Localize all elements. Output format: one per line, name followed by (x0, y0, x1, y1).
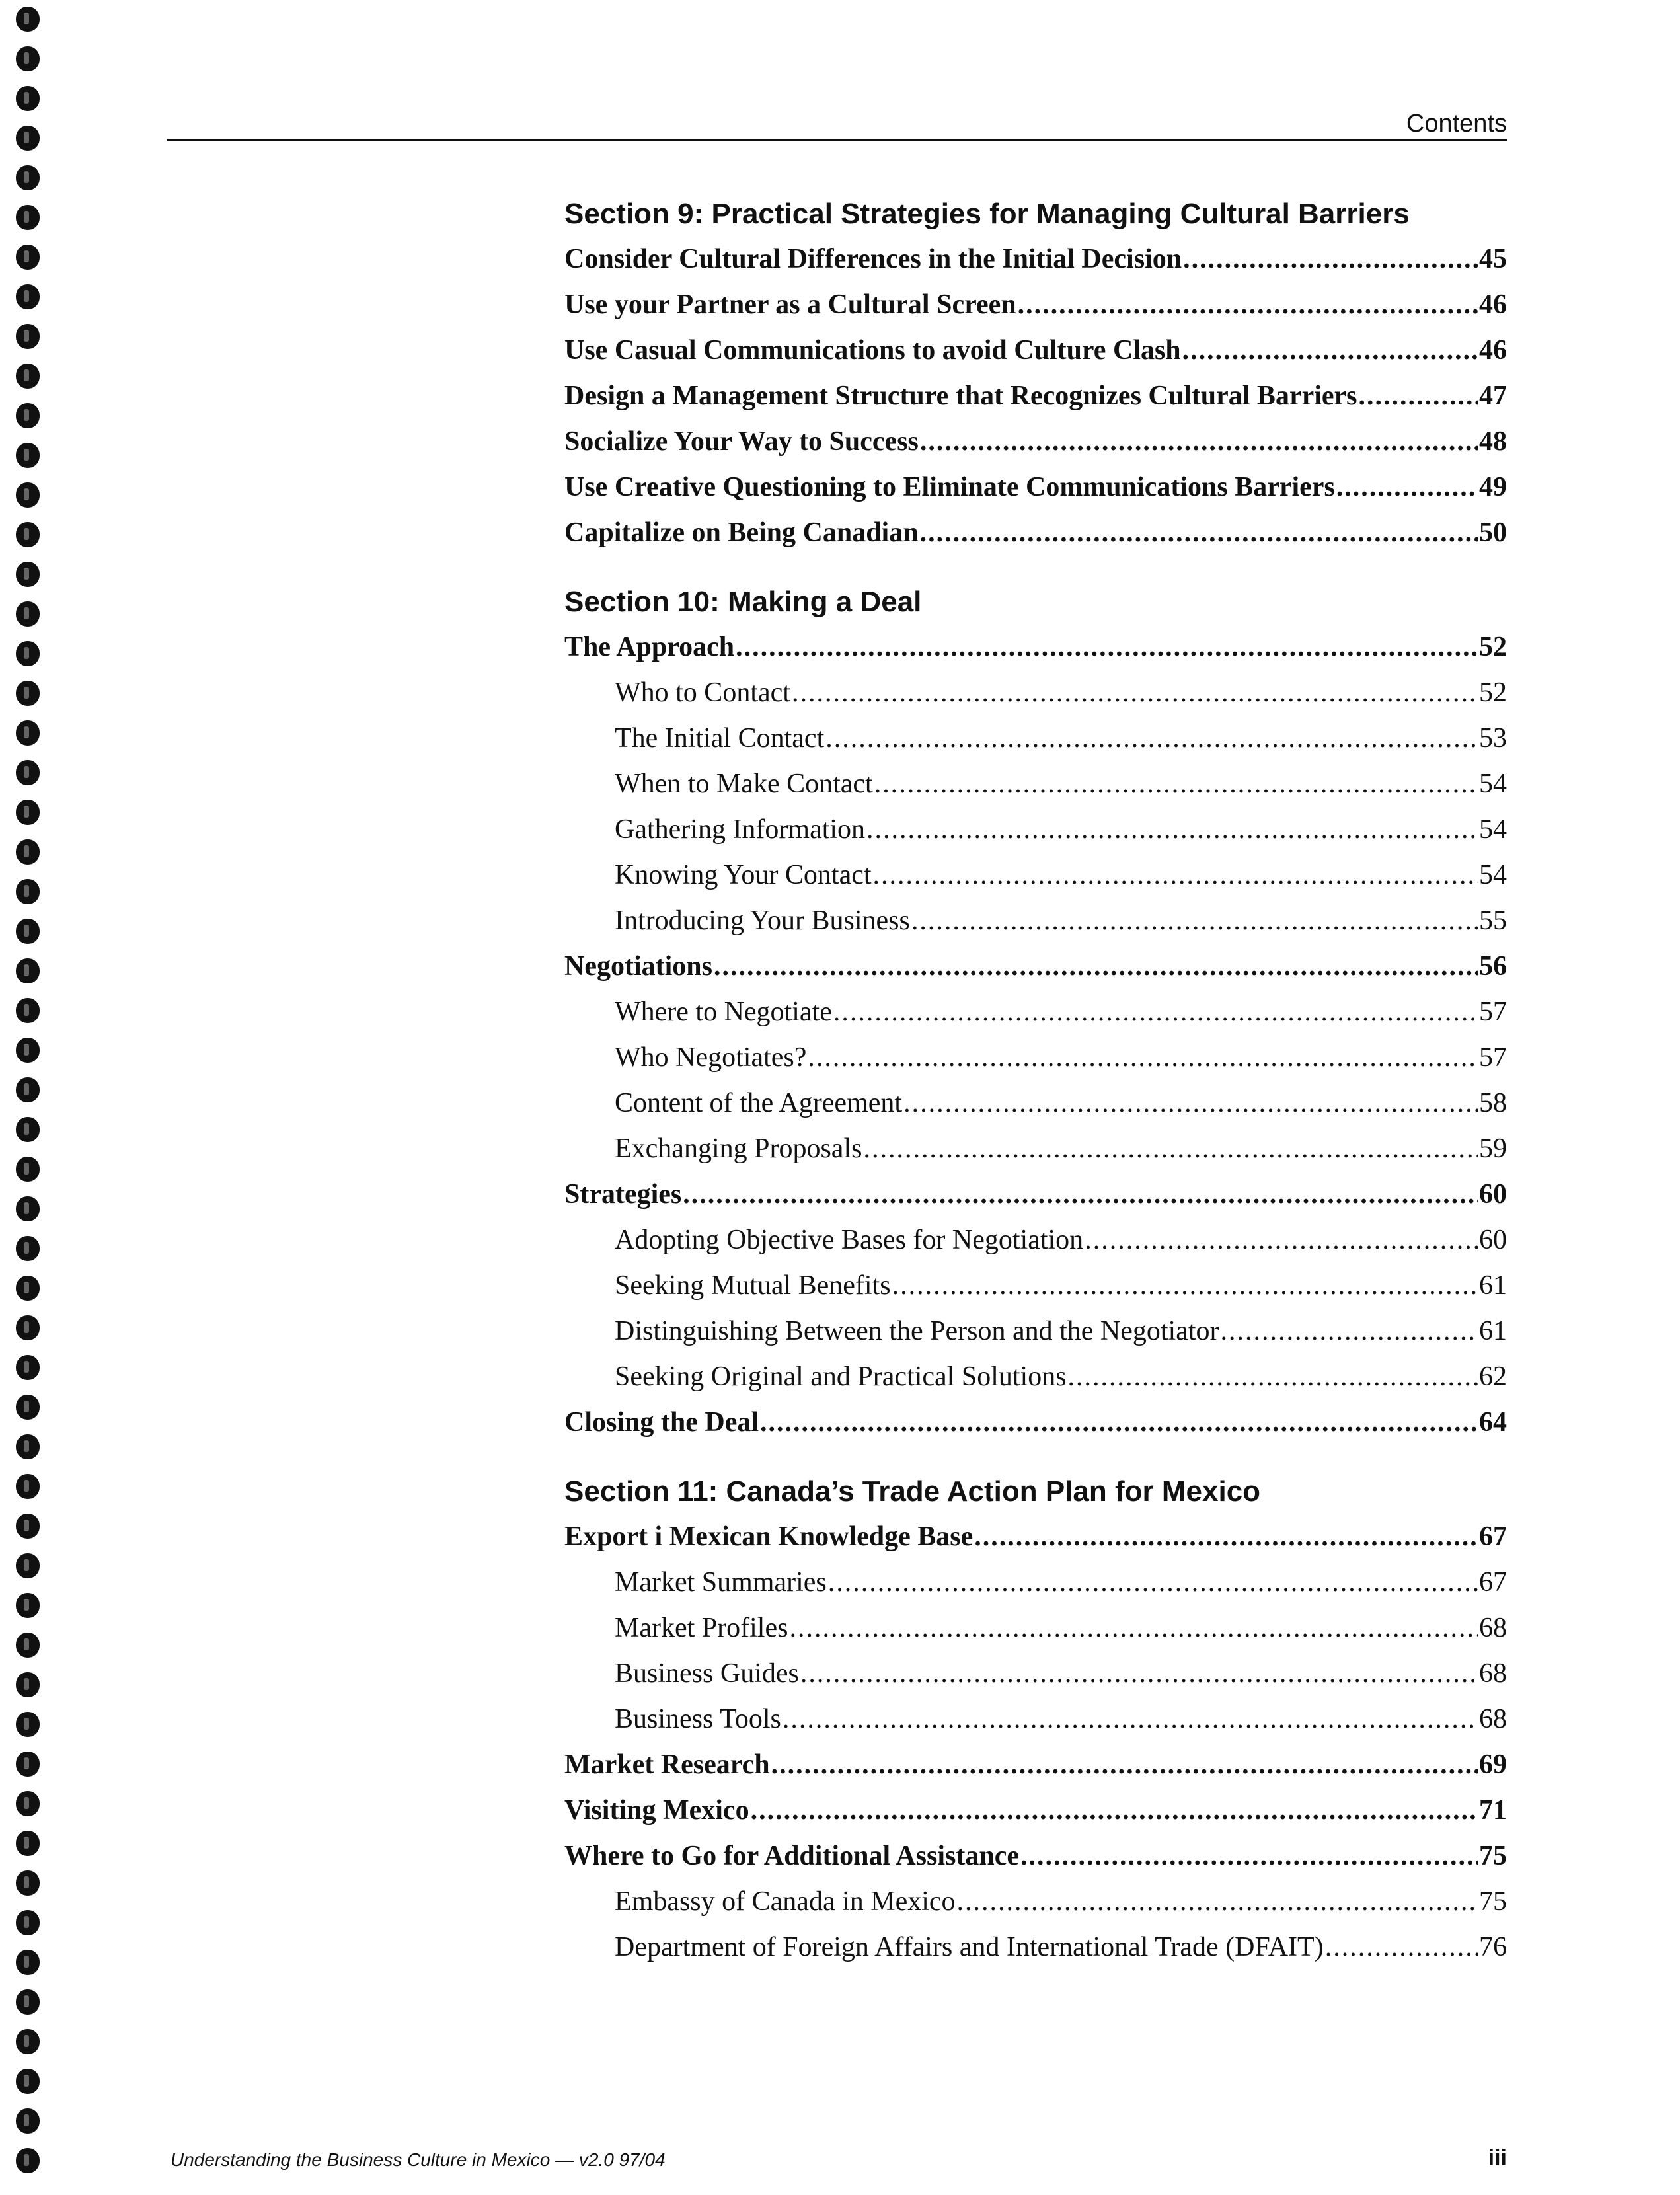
toc-entry-label: Market Summaries (615, 1567, 827, 1598)
toc-subentry[interactable] (564, 1879, 1507, 1925)
dot-leader (789, 1605, 1478, 1651)
toc-subentry[interactable] (564, 1081, 1507, 1126)
binding-hole (16, 284, 40, 309)
binding-hole (16, 879, 40, 904)
binding-hole (16, 1236, 40, 1261)
binding-hole (16, 2029, 40, 2054)
toc-subentry[interactable] (564, 1126, 1507, 1172)
footer-page-number: iii (1488, 2145, 1507, 2171)
toc-entry-label: Where to Negotiate (615, 997, 832, 1027)
section-heading: Section 10: Making a Deal (564, 586, 922, 618)
toc-entry[interactable] (564, 1742, 1507, 1788)
dot-leader (873, 853, 1478, 898)
toc-entry-page: 62 (1479, 1362, 1507, 1392)
binding-hole (16, 1157, 40, 1182)
dot-leader (957, 1879, 1478, 1925)
toc-entry-page: 68 (1479, 1658, 1507, 1689)
toc-subentry[interactable] (564, 1925, 1507, 1970)
toc-entry[interactable] (564, 465, 1507, 510)
dot-leader (771, 1742, 1478, 1788)
binding-hole (16, 1910, 40, 1935)
binding-hole (16, 205, 40, 230)
toc-entry-page: 61 (1479, 1316, 1507, 1346)
toc-entry-page: 57 (1479, 997, 1507, 1027)
toc-entry-page: 71 (1479, 1795, 1507, 1826)
toc-subentry[interactable] (564, 1035, 1507, 1081)
toc-entry-page: 55 (1479, 905, 1507, 936)
toc-subentry[interactable] (564, 1560, 1507, 1605)
dot-leader (1085, 1217, 1478, 1263)
binding-hole (16, 1315, 40, 1340)
toc-entry[interactable] (564, 510, 1507, 556)
toc-entry[interactable] (564, 1514, 1507, 1560)
dot-leader (760, 1400, 1478, 1445)
toc-entry-page: 60 (1479, 1179, 1507, 1210)
toc-entry-label: Business Tools (615, 1704, 781, 1734)
binding-hole (16, 46, 40, 71)
binding-hole (16, 245, 40, 270)
toc-entry-label: Use Casual Communications to avoid Culture Clash (564, 335, 1181, 366)
running-head: Contents (1406, 110, 1507, 137)
toc-entry-page: 45 (1479, 244, 1507, 274)
table-of-contents (564, 192, 1507, 1970)
footer-title: Understanding the Business Culture in Mexico — v2.0 97/04 (171, 2149, 666, 2170)
dot-leader (1018, 282, 1478, 328)
binding-hole (16, 126, 40, 151)
toc-entry-label: Visiting Mexico (564, 1795, 749, 1826)
binding-hole (16, 1434, 40, 1459)
dot-leader (863, 1126, 1478, 1172)
dot-leader (736, 625, 1478, 670)
dot-leader (1221, 1309, 1478, 1354)
binding-hole (16, 1514, 40, 1539)
toc-subentry[interactable] (564, 716, 1507, 761)
dot-leader (808, 1035, 1478, 1081)
toc-entry-label: Closing the Deal (564, 1407, 759, 1438)
binding-hole (16, 1752, 40, 1777)
toc-entry[interactable] (564, 1788, 1507, 1833)
toc-subentry[interactable] (564, 1605, 1507, 1651)
dot-leader (751, 1788, 1478, 1833)
toc-entry-page: 76 (1479, 1932, 1507, 1962)
toc-entry-label: Design a Management Structure that Recognizes Cultural Barriers (564, 381, 1357, 411)
toc-subentry[interactable] (564, 1309, 1507, 1354)
dot-leader (1183, 237, 1478, 282)
toc-entry-page: 61 (1479, 1270, 1507, 1301)
toc-entry-label: Export i Mexican Knowledge Base (564, 1521, 974, 1552)
section-heading: Section 9: Practical Strategies for Managing Cultural Barriers (564, 198, 1410, 230)
dot-leader (828, 1560, 1478, 1605)
toc-subentry[interactable] (564, 670, 1507, 716)
binding-hole (16, 7, 40, 32)
toc-entry[interactable] (564, 1833, 1507, 1879)
toc-entry-label: Business Guides (615, 1658, 799, 1689)
toc-entry[interactable] (564, 419, 1507, 465)
dot-leader (974, 1514, 1478, 1560)
binding-hole (16, 1950, 40, 1975)
toc-entry-page: 67 (1479, 1521, 1507, 1552)
toc-entry-page: 46 (1479, 289, 1507, 320)
dot-leader (874, 761, 1478, 807)
toc-entry-label: Market Profiles (615, 1613, 788, 1643)
toc-entry-label: Knowing Your Contact (615, 860, 872, 890)
binding-hole (16, 403, 40, 428)
toc-subentry[interactable] (564, 761, 1507, 807)
toc-subentry[interactable] (564, 898, 1507, 944)
dot-leader (1359, 373, 1478, 419)
toc-entry-page: 67 (1479, 1567, 1507, 1598)
dot-leader (911, 898, 1478, 944)
toc-entry-page: 47 (1479, 381, 1507, 411)
toc-entry[interactable] (564, 373, 1507, 419)
toc-entry-page: 75 (1479, 1841, 1507, 1871)
dot-leader (920, 419, 1478, 465)
toc-entry-page: 57 (1479, 1042, 1507, 1073)
binding-hole (16, 324, 40, 349)
toc-entry-label: Seeking Original and Practical Solutions (615, 1362, 1067, 1392)
toc-entry-label: Capitalize on Being Canadian (564, 518, 919, 548)
binding-hole (16, 1989, 40, 2015)
toc-entry-label: Seeking Mutual Benefits (615, 1270, 891, 1301)
binding-hole (16, 1553, 40, 1578)
toc-entry[interactable] (564, 282, 1507, 328)
toc-entry-page: 54 (1479, 769, 1507, 799)
toc-entry-label: Who to Contact (615, 677, 790, 708)
toc-entry-label: The Approach (564, 632, 735, 662)
toc-entry-page: 59 (1479, 1134, 1507, 1164)
binding-hole (16, 919, 40, 944)
toc-entry-label: Introducing Your Business (615, 905, 910, 936)
toc-subentry[interactable] (564, 853, 1507, 898)
binding-hole (16, 1355, 40, 1380)
toc-entry-label: Where to Go for Additional Assistance (564, 1841, 1019, 1871)
dot-leader (833, 989, 1478, 1035)
toc-entry-label: Gathering Information (615, 814, 866, 845)
toc-entry-page: 48 (1479, 426, 1507, 457)
toc-subentry[interactable] (564, 1651, 1507, 1697)
dot-leader (1020, 1833, 1478, 1879)
dot-leader (1068, 1354, 1478, 1400)
binding-hole (16, 1395, 40, 1420)
toc-entry-page: 49 (1479, 472, 1507, 502)
toc-entry-page: 69 (1479, 1750, 1507, 1780)
binding-hole (16, 1276, 40, 1301)
binding-hole (16, 2148, 40, 2173)
toc-entry-label: Department of Foreign Affairs and International Trade (DFAIT) (615, 1932, 1324, 1962)
binding-hole (16, 760, 40, 785)
binding-hole (16, 562, 40, 587)
toc-entry-label: Market Research (564, 1750, 770, 1780)
toc-entry-page: 52 (1479, 677, 1507, 708)
toc-entry-label: Socialize Your Way to Success (564, 426, 919, 457)
dot-leader (714, 944, 1478, 989)
dot-leader (683, 1172, 1478, 1217)
binding-hole (16, 800, 40, 825)
binding-hole (16, 1117, 40, 1142)
binding-hole (16, 1791, 40, 1816)
binding-hole (16, 1196, 40, 1221)
dot-leader (903, 1081, 1478, 1126)
toc-entry-label: Negotiations (564, 951, 712, 982)
binding-hole (16, 720, 40, 746)
toc-entry-label: Adopting Objective Bases for Negotiation (615, 1225, 1084, 1255)
binding-hole (16, 1038, 40, 1063)
binding-hole (16, 1712, 40, 1737)
toc-entry-page: 54 (1479, 814, 1507, 845)
binding-hole (16, 601, 40, 627)
toc-subentry[interactable] (564, 989, 1507, 1035)
toc-entry-page: 54 (1479, 860, 1507, 890)
binding-hole (16, 2108, 40, 2134)
binding-hole (16, 998, 40, 1023)
toc-entry[interactable] (564, 1172, 1507, 1217)
binding-hole (16, 1474, 40, 1499)
binding-hole (16, 165, 40, 190)
dot-leader (1336, 465, 1478, 510)
section-heading: Section 11: Canada’s Trade Action Plan for Mexico (564, 1475, 1261, 1508)
toc-subentry[interactable] (564, 1263, 1507, 1309)
toc-subentry[interactable] (564, 1354, 1507, 1400)
toc-entry-label: Use your Partner as a Cultural Screen (564, 289, 1016, 320)
toc-entry-label: Exchanging Proposals (615, 1134, 862, 1164)
dot-leader (1325, 1925, 1478, 1970)
toc-entry-label: Content of the Agreement (615, 1088, 903, 1118)
toc-entry[interactable] (564, 944, 1507, 989)
toc-entry-page: 58 (1479, 1088, 1507, 1118)
toc-entry-label: Strategies (564, 1179, 682, 1210)
toc-entry-label: Embassy of Canada in Mexico (615, 1886, 956, 1917)
toc-entry-page: 60 (1479, 1225, 1507, 1255)
binding-hole (16, 641, 40, 666)
toc-entry-page: 50 (1479, 518, 1507, 548)
binding-hole (16, 681, 40, 706)
toc-entry-page: 64 (1479, 1407, 1507, 1438)
binding-hole (16, 1633, 40, 1658)
toc-entry-page: 56 (1479, 951, 1507, 982)
dot-leader (866, 807, 1478, 853)
dot-leader (892, 1263, 1478, 1309)
dot-leader (1182, 328, 1478, 373)
binding-hole (16, 1672, 40, 1697)
binding-hole (16, 958, 40, 983)
toc-entry-page: 46 (1479, 335, 1507, 366)
toc-entry-label: Who Negotiates? (615, 1042, 807, 1073)
toc-subentry[interactable] (564, 1217, 1507, 1263)
dot-leader (825, 716, 1478, 761)
toc-entry-page: 68 (1479, 1704, 1507, 1734)
binding-hole (16, 1870, 40, 1896)
toc-entry-page: 52 (1479, 632, 1507, 662)
dot-leader (800, 1651, 1478, 1697)
binding-hole (16, 443, 40, 468)
binding-hole (16, 1593, 40, 1618)
binding-hole (16, 86, 40, 111)
binding-hole (16, 482, 40, 508)
spiral-binding (12, 0, 45, 2195)
toc-entry[interactable] (564, 1400, 1507, 1445)
binding-hole (16, 839, 40, 865)
toc-entry-label: Distinguishing Between the Person and the Negotiator (615, 1316, 1219, 1346)
binding-hole (16, 522, 40, 547)
toc-entry-page: 53 (1479, 723, 1507, 753)
toc-entry[interactable] (564, 328, 1507, 373)
toc-entry[interactable] (564, 237, 1507, 282)
toc-entry[interactable] (564, 625, 1507, 670)
binding-hole (16, 1077, 40, 1102)
toc-subentry[interactable] (564, 807, 1507, 853)
binding-hole (16, 364, 40, 389)
dot-leader (920, 510, 1478, 556)
binding-hole (16, 1831, 40, 1856)
dot-leader (792, 670, 1478, 716)
toc-entry-label: The Initial Contact (615, 723, 825, 753)
toc-entry-label: Use Creative Questioning to Eliminate Communications Barriers (564, 472, 1335, 502)
toc-entry-label: Consider Cultural Differences in the Initial Decision (564, 244, 1182, 274)
toc-entry-label: When to Make Contact (615, 769, 873, 799)
binding-hole (16, 2069, 40, 2094)
dot-leader (783, 1697, 1478, 1742)
toc-entry-page: 68 (1479, 1613, 1507, 1643)
toc-entry-page: 75 (1479, 1886, 1507, 1917)
toc-subentry[interactable] (564, 1697, 1507, 1742)
header-rule (167, 139, 1507, 141)
